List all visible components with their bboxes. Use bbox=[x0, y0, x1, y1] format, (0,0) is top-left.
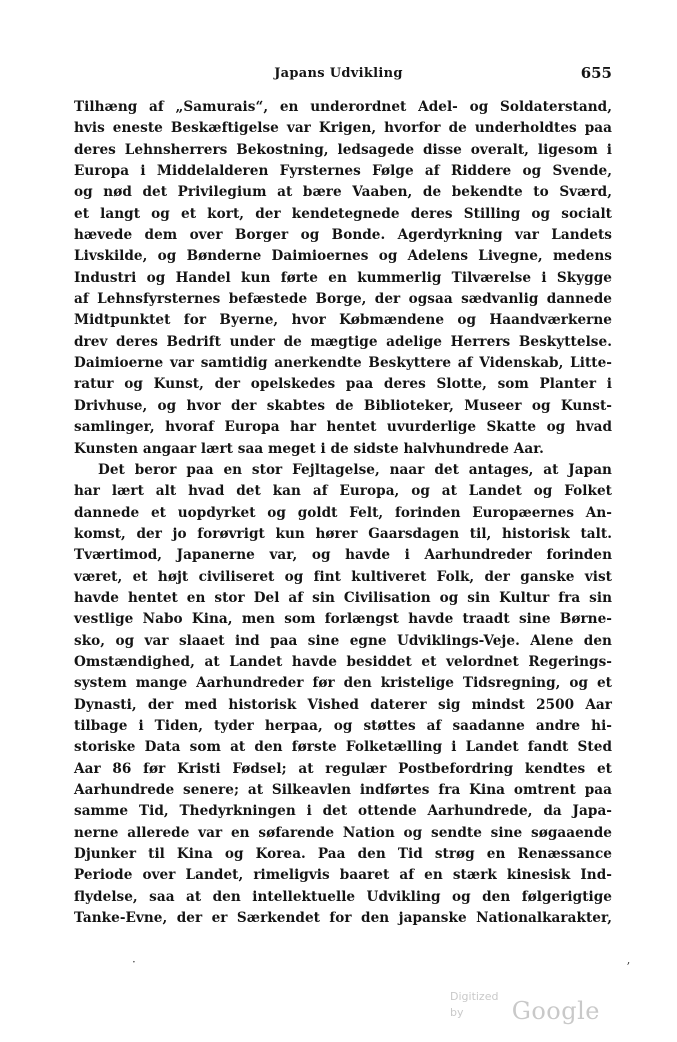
text-line: storiske Data som at den første Folketælling i Landet fandt Sted bbox=[74, 739, 612, 756]
text-line: komst, der jo forøvrigt kun hører Gaarsdagen til, historisk talt. bbox=[74, 525, 612, 542]
text-line: Tanke-Evne, der er Særkendet for den japanske Nationalkarakter, bbox=[74, 910, 612, 927]
page-number: 655 bbox=[580, 64, 612, 82]
text-line: samlinger, hvoraf Europa har hentet uvurderlige Skatte og hvad bbox=[74, 419, 612, 436]
scan-speck: · bbox=[132, 955, 136, 969]
text-line: nerne allerede var en søfarende Nation og sendte sine søgaaende bbox=[74, 824, 612, 841]
text-line: af Lehnsfyrsternes befæstede Borge, der ogsaa sædvanlig dannede bbox=[74, 291, 612, 308]
running-title: Japans Udvikling bbox=[274, 66, 403, 81]
text-line: været, et højt civiliseret og fint kultiveret Folk, der ganske vist bbox=[74, 568, 612, 585]
text-line: Aar 86 før Kristi Fødsel; at regulær Postbefordring kendtes et bbox=[74, 760, 612, 777]
body-text bbox=[74, 97, 612, 929]
text-line: dannede et uopdyrket og goldt Felt, forinden Europæernes An- bbox=[74, 504, 612, 521]
text-line: Industri og Handel kun førte en kummerlig Tilværelse i Skygge bbox=[74, 269, 612, 286]
text-line: havde hentet en stor Del af sin Civilisation og sin Kultur fra sin bbox=[74, 589, 612, 606]
text-line: drev deres Bedrift under de mægtige adelige Herrers Beskyttelse. bbox=[74, 333, 612, 350]
text-line: Daimioerne var samtidig anerkendte Beskyttere af Videnskab, Litte- bbox=[74, 355, 612, 372]
text-line: Drivhuse, og hvor der skabtes de Biblioteker, Museer og Kunst- bbox=[74, 397, 612, 414]
text-line: hævede dem over Borger og Bonde. Agerdyrkning var Landets bbox=[74, 227, 612, 244]
text-line: Midtpunktet for Byerne, hvor Købmændene og Haandværkerne bbox=[74, 312, 612, 329]
paragraph-start-line: Det beror paa en stor Fejltagelse, naar det antages, at Japan bbox=[98, 461, 612, 478]
text-line: tilbage i Tiden, tyder herpaa, og støttes af saadanne andre hi- bbox=[74, 717, 612, 734]
text-line: har lært alt hvad det kan af Europa, og at Landet og Folket bbox=[74, 483, 612, 500]
text-line: vestlige Nabo Kina, men som forlængst havde traadt sine Børne- bbox=[74, 611, 612, 628]
text-line: ratur og Kunst, der opelskedes paa deres Slotte, som Planter i bbox=[74, 376, 612, 393]
text-line: Tværtimod, Japanerne var, og havde i Aarhundreder forinden bbox=[74, 547, 612, 564]
text-line: et langt og et kort, der kendetegnede deres Stilling og socialt bbox=[74, 205, 612, 222]
text-line: Omstændighed, at Landet havde besiddet et velordnet Regerings- bbox=[74, 653, 612, 670]
text-line: Livskilde, og Bønderne Daimioernes og Adelens Livegne, medens bbox=[74, 248, 612, 265]
text-line: flydelse, saa at den intellektuelle Udvikling og den følgerigtige bbox=[74, 888, 612, 905]
paragraph-end-line: Kunsten angaar lært saa meget i de sidste halvhundrede Aar. bbox=[74, 440, 544, 457]
scan-speck: ʼ bbox=[626, 960, 630, 974]
text-line: system mange Aarhundreder før den kristelige Tidsregning, og et bbox=[74, 675, 612, 692]
text-line: og nød det Privilegium at bære Vaaben, de bekendte to Sværd, bbox=[74, 184, 612, 201]
text-line: Dynasti, der med historisk Vished daterer sig mindst 2500 Aar bbox=[74, 696, 612, 713]
text-line: Europa i Middelalderen Fyrsternes Følge af Riddere og Svende, bbox=[74, 163, 612, 180]
text-line: samme Tid, Thedyrkningen i det ottende Aarhundrede, da Japa- bbox=[74, 803, 612, 820]
text-line: Aarhundrede senere; at Silkeavlen indførtes fra Kina omtrent paa bbox=[74, 782, 612, 798]
text-line: hvis eneste Beskæftigelse var Krigen, hvorfor de underholdtes paa bbox=[74, 120, 612, 137]
text-line: Tilhæng af „Samurais“, en underordnet Adel- og Soldaterstand, bbox=[74, 99, 612, 115]
text-line: deres Lehnsherrers Bekostning, ledsagede disse overalt, ligesom i bbox=[74, 141, 612, 158]
google-logo: Google bbox=[511, 997, 600, 1025]
digitized-by-google-watermark bbox=[450, 990, 600, 1025]
watermark-prefix: Digitized by bbox=[450, 990, 499, 1019]
text-line: sko, og var slaaet ind paa sine egne Udviklings-Veje. Alene den bbox=[74, 632, 612, 649]
text-line: Djunker til Kina og Korea. Paa den Tid strøg en Renæssance bbox=[74, 846, 612, 863]
text-line: Periode over Landet, rimeligvis baaret af en stærk kinesisk Ind- bbox=[74, 867, 612, 884]
